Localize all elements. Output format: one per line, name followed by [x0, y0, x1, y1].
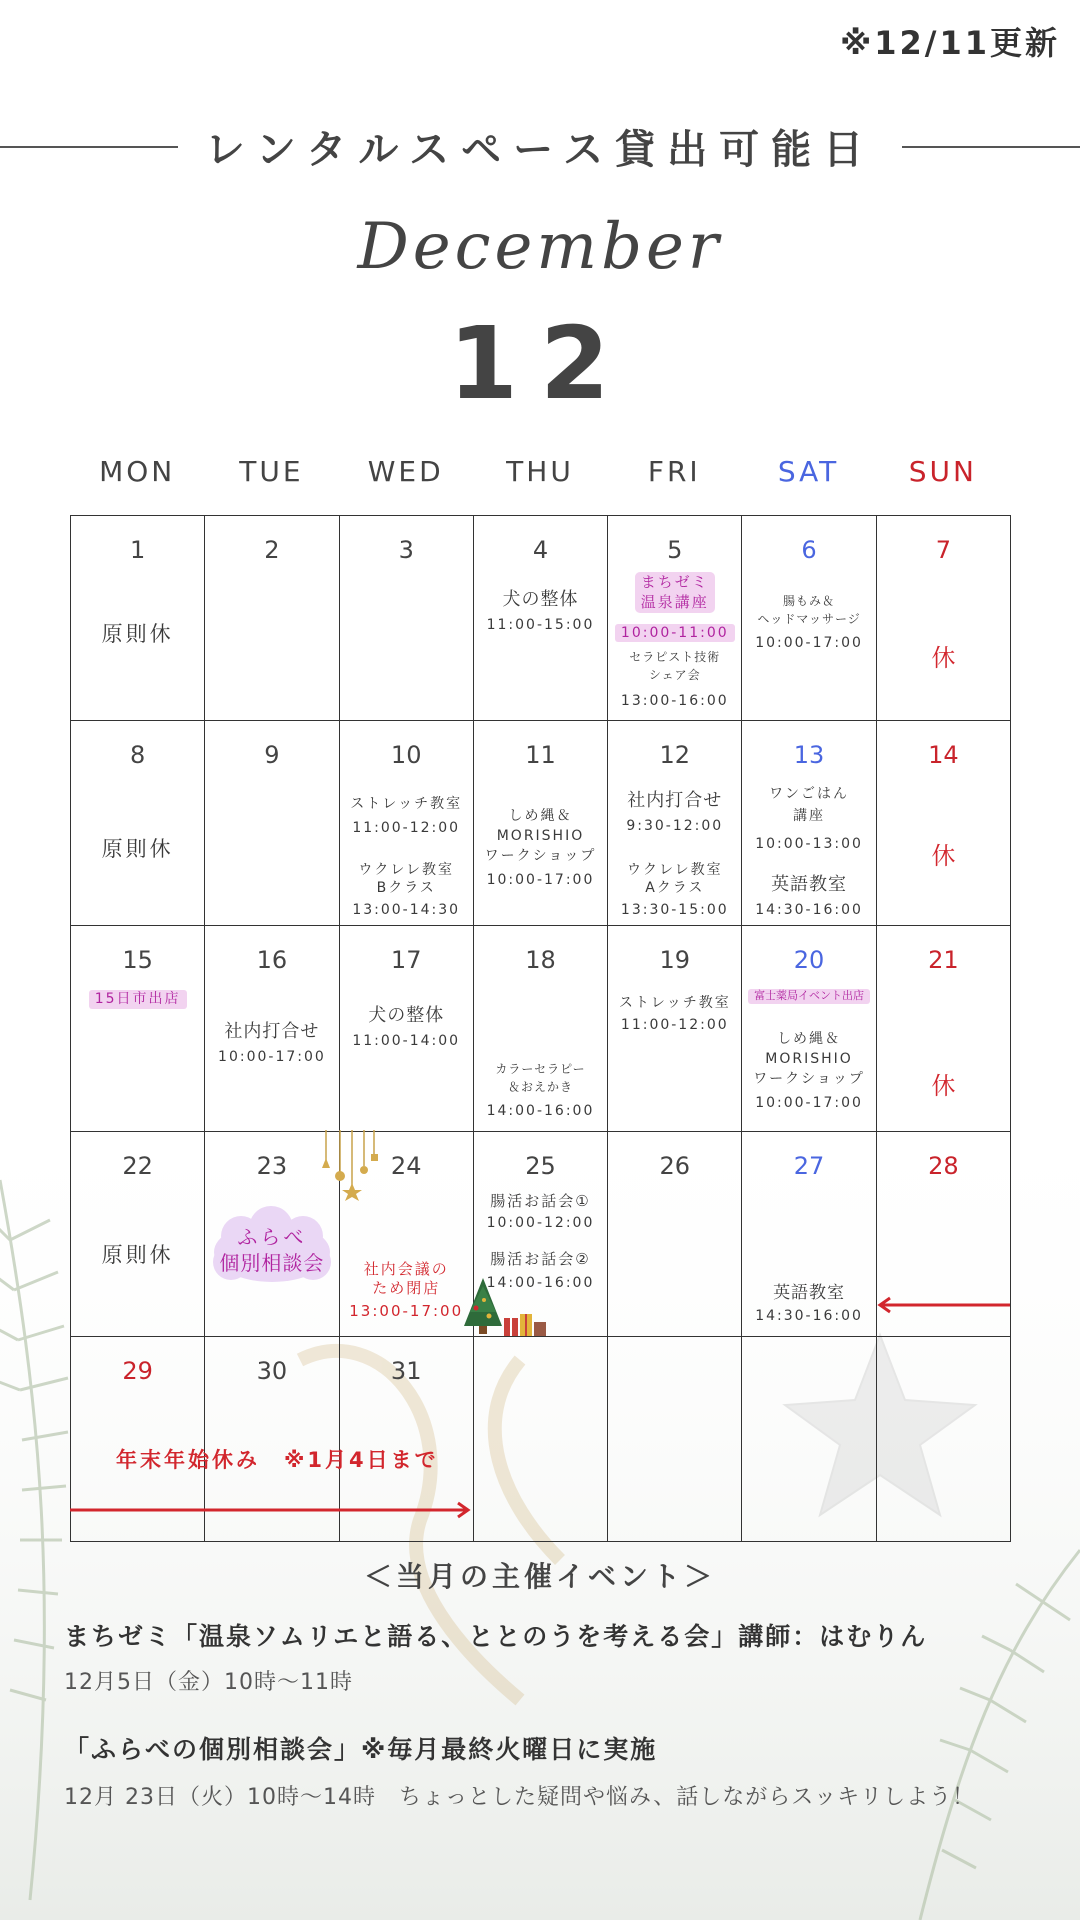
day-number: 20 — [793, 946, 825, 975]
event-time: 14:30-16:00 — [755, 1307, 863, 1324]
event-sub-1: ウクレレ教室 — [358, 862, 455, 879]
day-number: 27 — [793, 1151, 825, 1180]
day-number: 8 — [130, 741, 146, 770]
year-end-note: 年末年始休み ※1月4日まで — [116, 1448, 439, 1472]
day-number: 26 — [659, 1151, 691, 1180]
day-number: 6 — [801, 536, 817, 564]
weekday-fri: FRI — [647, 455, 701, 488]
weekday-tue: TUE — [239, 455, 304, 488]
day-cell-2[interactable] — [205, 516, 339, 721]
day-cell-4[interactable] — [474, 516, 608, 721]
event-time: 11:00-14:00 — [352, 1033, 461, 1050]
event-time: 10:00-17:00 — [486, 872, 595, 889]
day-number: 18 — [525, 946, 556, 975]
event-sub-1: 英語教室 — [771, 874, 848, 896]
month-number: 12 — [448, 305, 632, 422]
event-time: 11:00-12:00 — [620, 1017, 729, 1034]
day-number: 16 — [256, 946, 288, 975]
event-title-1: カラーセラピー — [495, 1062, 586, 1077]
event-sub-2: シェア会 — [648, 668, 701, 682]
day-cell-19[interactable] — [608, 926, 742, 1131]
event-time: 11:00-15:00 — [486, 617, 595, 633]
day-cell-7[interactable] — [877, 516, 1011, 721]
day-number: 7 — [935, 536, 951, 564]
day-number: 4 — [532, 536, 549, 564]
event-title-2: MORISHIO — [496, 828, 585, 845]
day-number: 3 — [398, 536, 414, 564]
event-title-b: 腸活お話会② — [490, 1249, 591, 1268]
event-badge-market: 15日市出店 — [89, 990, 187, 1008]
event-title: 英語教室 — [773, 1282, 846, 1303]
event-1-title: まちゼミ「温泉ソムリエと語る、ととのうを考える会」講師：はむりん — [64, 1622, 928, 1651]
event-title: ストレッチ教室 — [618, 995, 731, 1012]
event-sub-1: セラピスト技術 — [629, 650, 721, 664]
weekday-sat: SAT — [777, 455, 840, 488]
events-section-title: ＜当月の主催イベント＞ — [363, 1560, 716, 1593]
event-title-2: 講座 — [793, 808, 826, 825]
empty-cell — [608, 1337, 742, 1542]
event-title-2: MORISHIO — [765, 1051, 853, 1068]
day-cell-22[interactable] — [71, 1132, 205, 1337]
event-title-2: ＆おえかき — [507, 1080, 573, 1095]
event-2-date: 12月 23日（火）10時～14時 ちょっとした疑問や悩み、話しながらスッキリしよう！ — [64, 1785, 976, 1810]
weekday-thu: THU — [506, 455, 574, 488]
event-time: 10:00-13:00 — [755, 836, 863, 853]
day-cell-6[interactable] — [742, 516, 876, 721]
event-time: 10:00-17:00 — [755, 635, 863, 651]
weekday-sun: SUN — [908, 455, 977, 488]
event-title-2: ヘッドマッサージ — [757, 612, 861, 626]
day-cell-13[interactable] — [742, 721, 876, 926]
day-number: 9 — [264, 741, 280, 770]
event-title-1: しめ縄＆ — [508, 808, 573, 825]
event-title: 犬の整体 — [502, 589, 579, 610]
event-sub-time: 13:00-14:30 — [352, 902, 461, 919]
event-badge-pharmacy: 富士薬局イベント出店 — [748, 989, 870, 1003]
day-number: 17 — [390, 946, 422, 975]
weekday-wed: WED — [367, 455, 444, 488]
event-1-date: 12月5日（金）10時～11時 — [64, 1670, 353, 1695]
event-time-a: 10:00-12:00 — [486, 1214, 595, 1231]
day-cell-11[interactable] — [474, 721, 608, 926]
day-number: 2 — [264, 536, 280, 564]
event-title: ストレッチ教室 — [350, 796, 463, 813]
arrow-right-icon — [70, 1500, 475, 1520]
event-badge-time: 10:00-11:00 — [615, 624, 735, 642]
empty-cell — [474, 1337, 608, 1542]
day-number: 1 — [130, 536, 146, 564]
day-cell-8[interactable] — [71, 721, 205, 926]
day-number: 23 — [256, 1151, 288, 1180]
day-cell-9[interactable] — [205, 721, 339, 926]
closed-note: 原則休 — [101, 1242, 174, 1267]
day-cell-20[interactable] — [742, 926, 876, 1131]
event-title-3: ワークショップ — [753, 1071, 865, 1088]
day-cell-1[interactable] — [71, 516, 205, 721]
event-title-1: 社内会議の — [363, 1259, 449, 1278]
event-sub-time: 14:30-16:00 — [755, 902, 863, 919]
hanging-ornaments-icon — [318, 1130, 384, 1210]
day-number: 13 — [793, 741, 825, 770]
event-sub-2: Bクラス — [376, 880, 436, 897]
event-sub-1: ウクレレ教室 — [626, 862, 723, 879]
day-number: 14 — [928, 741, 959, 770]
arrow-left-icon — [876, 1295, 1010, 1315]
weekday-header — [70, 455, 1010, 499]
day-cell-16[interactable] — [205, 926, 339, 1131]
day-cell-27[interactable] — [742, 1132, 876, 1337]
event-title-a: 腸活お話会① — [490, 1191, 591, 1210]
day-number: 22 — [122, 1151, 153, 1180]
day-cell-3[interactable] — [340, 516, 474, 721]
event-time: 14:00-16:00 — [486, 1103, 595, 1120]
day-number: 24 — [390, 1151, 422, 1180]
day-number: 30 — [256, 1356, 288, 1385]
page-heading: レンタルスペース貸出可能日 — [204, 127, 876, 173]
holiday-label: 休 — [931, 644, 956, 672]
weekday-mon: MON — [99, 455, 176, 488]
event-title-3: ワークショップ — [484, 848, 597, 865]
day-number: 15 — [122, 946, 153, 975]
empty-cell — [877, 1337, 1011, 1542]
event-title: 社内打合せ — [224, 1021, 320, 1043]
event-title-1: ワンごはん — [769, 786, 850, 803]
gift-boxes-icon — [504, 1312, 546, 1336]
event-title-1: 腸もみ＆ — [783, 594, 836, 608]
event-time: 13:00-17:00 — [349, 1301, 464, 1320]
update-note: ※12/11更新 — [840, 24, 1060, 62]
day-cell-14[interactable] — [877, 721, 1011, 926]
badge-line-2: 温泉講座 — [640, 592, 709, 611]
closed-note: 原則休 — [101, 622, 174, 646]
event-title: 社内打合せ — [627, 790, 723, 812]
day-cell-10[interactable] — [340, 721, 474, 926]
day-cell-21[interactable] — [877, 926, 1011, 1131]
event-time: 9:30-12:00 — [626, 818, 724, 835]
holiday-label: 休 — [931, 842, 956, 871]
christmas-tree-icon — [462, 1278, 504, 1336]
day-number: 31 — [390, 1356, 422, 1385]
day-number: 28 — [928, 1151, 959, 1180]
day-number: 19 — [659, 946, 691, 975]
event-title-2: ため閉店 — [372, 1278, 441, 1297]
event-badge-machizemi — [635, 572, 715, 613]
event-title-1: しめ縄＆ — [777, 1031, 842, 1048]
day-cell-17[interactable] — [340, 926, 474, 1131]
day-cell-5[interactable] — [608, 516, 742, 721]
calendar-grid — [70, 515, 1011, 1542]
day-cell-12[interactable] — [608, 721, 742, 926]
day-number: 29 — [122, 1356, 153, 1385]
event-sub-time: 13:00-16:00 — [620, 693, 729, 709]
empty-cell — [742, 1337, 876, 1542]
event-title: 犬の整体 — [368, 1005, 445, 1027]
day-number: 21 — [928, 946, 959, 975]
event-sub-2: Aクラス — [645, 880, 705, 897]
day-number: 11 — [525, 741, 556, 770]
day-number: 12 — [659, 741, 691, 770]
event-sub-time: 13:30-15:00 — [620, 902, 729, 919]
cloud-line-2: 個別相談会 — [219, 1250, 325, 1275]
holiday-label: 休 — [931, 1072, 956, 1101]
day-number: 10 — [390, 741, 422, 770]
event-time: 10:00-17:00 — [218, 1049, 326, 1066]
event-time: 11:00-12:00 — [352, 820, 461, 837]
day-cell-26[interactable] — [608, 1132, 742, 1337]
month-name: December — [357, 210, 723, 284]
day-cell-18[interactable] — [474, 926, 608, 1131]
day-number: 25 — [525, 1151, 556, 1180]
event-time-b: 14:00-16:00 — [486, 1274, 595, 1291]
day-number: 5 — [667, 536, 683, 564]
cloud-line-1: ふらべ — [237, 1224, 307, 1249]
event-time: 10:00-17:00 — [755, 1095, 863, 1112]
event-2-title: 「ふらべの個別相談会」※毎月最終火曜日に実施 — [64, 1735, 658, 1764]
badge-line-1: まちゼミ — [640, 573, 709, 591]
day-cell-15[interactable] — [71, 926, 205, 1131]
closed-note: 原則休 — [101, 837, 174, 862]
